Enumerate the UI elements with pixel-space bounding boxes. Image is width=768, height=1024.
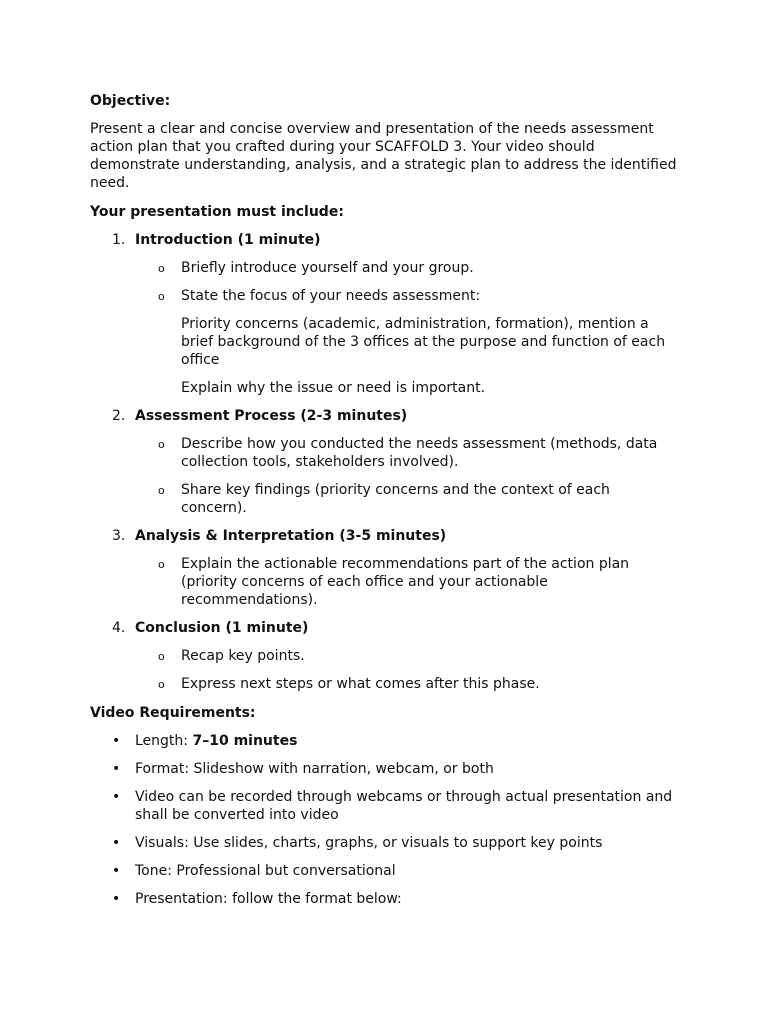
item-number: 1. — [112, 232, 126, 248]
bullet-icon: • — [112, 863, 121, 879]
bullet-text: Video can be recorded through webcams or through actual presentation and shall be converted into video — [135, 789, 673, 823]
length-value: 7–10 minutes — [192, 733, 298, 749]
circle-bullet-icon: o — [158, 678, 165, 691]
presentation-item-1 — [90, 231, 680, 249]
length-label: Length: — [135, 733, 193, 749]
bullet-item — [90, 890, 680, 908]
document-page — [90, 92, 680, 908]
sub-item — [90, 287, 680, 305]
sub-item-text: Explain the actionable recommendations part of the action plan (priority concerns of each office and your actionable recommendations). — [181, 556, 630, 608]
bullet-item — [90, 834, 680, 852]
sub-item-text: Describe how you conducted the needs assessment (methods, data collection tools, stakeholders involved). — [181, 436, 658, 470]
presentation-item-4 — [90, 619, 680, 637]
presentation-heading: Your presentation must include: — [90, 204, 344, 220]
objective-heading: Objective: — [90, 93, 171, 109]
presentation-item-2 — [90, 407, 680, 425]
bullet-text: Visuals: Use slides, charts, graphs, or visuals to support key points — [135, 835, 603, 851]
bullet-text: Format: Slideshow with narration, webcam, or both — [135, 761, 494, 777]
item-title: Introduction (1 minute) — [135, 232, 321, 248]
video-heading: Video Requirements: — [90, 705, 256, 721]
sub-item — [90, 481, 680, 517]
bullet-icon: • — [112, 733, 121, 749]
sub-item-text: Briefly introduce yourself and your group. — [181, 260, 474, 276]
bullet-item — [90, 788, 680, 824]
sub-paragraph: Priority concerns (academic, administration, formation), mention a brief background of the 3 offices at the purpose and function of each office — [181, 316, 666, 368]
sub-item — [90, 555, 680, 609]
item-number: 3. — [112, 528, 126, 544]
bullet-text: Presentation: follow the format below: — [135, 891, 402, 907]
objective-body: Present a clear and concise overview and presentation of the needs assessment action plan that you crafted during your SCAFFOLD 3. Your video should demonstrate understanding, analysis, and a strategic plan to address the identified need. — [90, 121, 677, 191]
circle-bullet-icon: o — [158, 650, 165, 663]
circle-bullet-icon: o — [158, 484, 165, 497]
item-title: Assessment Process (2-3 minutes) — [135, 408, 408, 424]
sub-item — [90, 435, 680, 471]
item-title: Conclusion (1 minute) — [135, 620, 309, 636]
sub-item — [90, 675, 680, 693]
bullet-icon: • — [112, 761, 121, 777]
sub-item-text: Recap key points. — [181, 648, 305, 664]
bullet-icon: • — [112, 835, 121, 851]
bullet-item — [90, 760, 680, 778]
sub-paragraph: Explain why the issue or need is important. — [181, 380, 486, 396]
item-number: 2. — [112, 408, 126, 424]
bullet-item — [90, 862, 680, 880]
circle-bullet-icon: o — [158, 262, 165, 275]
circle-bullet-icon: o — [158, 290, 165, 303]
circle-bullet-icon: o — [158, 438, 165, 451]
sub-item — [90, 647, 680, 665]
sub-item-text: State the focus of your needs assessment: — [181, 288, 481, 304]
sub-item — [90, 259, 680, 277]
bullet-text: Tone: Professional but conversational — [135, 863, 396, 879]
sub-item-text: Express next steps or what comes after this phase. — [181, 676, 540, 692]
bullet-item-length — [90, 732, 680, 750]
item-number: 4. — [112, 620, 126, 636]
presentation-item-3 — [90, 527, 680, 545]
item-title: Analysis & Interpretation (3-5 minutes) — [135, 528, 447, 544]
circle-bullet-icon: o — [158, 558, 165, 571]
sub-item-text: Share key findings (priority concerns and the context of each concern). — [181, 482, 610, 516]
bullet-icon: • — [112, 891, 121, 907]
bullet-icon: • — [112, 789, 121, 805]
